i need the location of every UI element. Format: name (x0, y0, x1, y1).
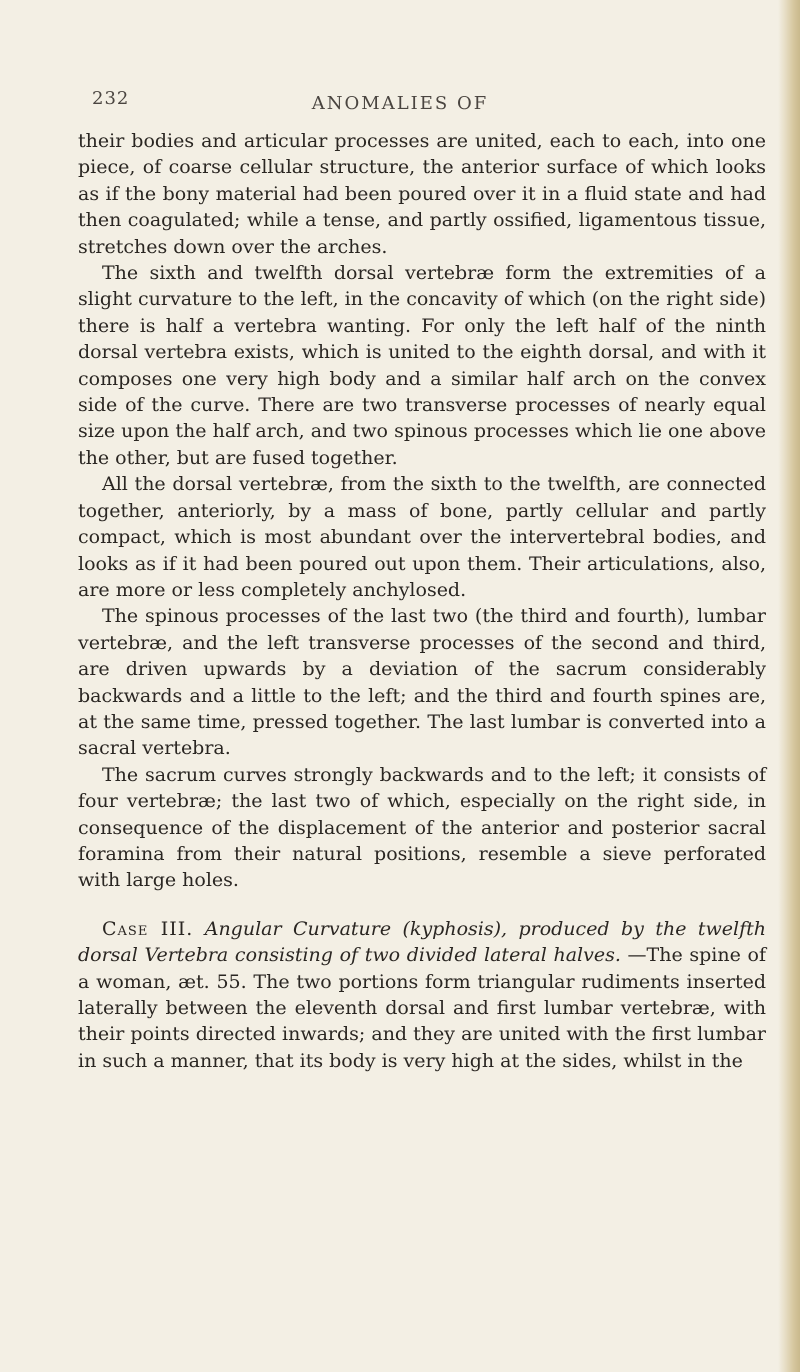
page-edge-shadow (778, 0, 800, 1372)
paragraph-4: The spinous processes of the last two (the third and fourth), lumbar vertebræ, and the left transverse processes of the second and third, are driven upwards by a deviation of the sacrum considerably backwards and a little to the left; and the third and fourth spines are, at the same time, pressed together. The last lumbar is converted into a sacral vertebra. (78, 605, 766, 760)
case-label: Case III. (102, 917, 194, 940)
case-paragraph (78, 916, 766, 1074)
paragraph-2: The sixth and twelfth dorsal vertebræ form the extremities of a slight curvature to the left, in the concavity of which (on the right side) there is half a vertebra wanting. For only the left half of the ninth dorsal vertebra exists, which is united to the eighth dorsal, and with it composes one very high body and a similar half arch on the convex side of the curve. There are two transverse processes of nearly equal size upon the half arch, and two spinous processes which lie one above the other, but are fused together. (78, 262, 766, 469)
paragraph-1: their bodies and articular processes are united, each to each, into one piece, of coarse cellular structure, the anterior surface of which looks as if the bony material had been poured over it in a fluid state and had then coagulated; while a tense, and partly ossified, ligamentous tissue, stretches down over the arches. (78, 130, 766, 258)
paragraph-3: All the dorsal vertebræ, from the sixth to the twelfth, are connected together, anteriorly, by a mass of bone, partly cellular and partly compact, which is most abundant over the intervertebral bodies, and looks as if it had been poured out upon them. Their articulations, also, are more or less completely anchylosed. (78, 473, 766, 601)
running-head: ANOMALIES OF (311, 93, 489, 114)
body-text (78, 128, 766, 1074)
page-number: 232 (92, 88, 130, 109)
paragraph-5: The sacrum curves strongly backwards and to the left; it consists of four vertebræ; the last two of which, especially on the right side, in consequence of the displacement of the anterior and posterior sacral foramina from their natural positions, resemble a sieve perforated with large holes. (78, 763, 766, 892)
case-title: Angular Curvature (kyphosis), produced by the twelfth dorsal Vertebra consisting of two divided lateral halves. (78, 917, 766, 967)
case-body: —The spine of a woman, æt. 55. The two portions form triangular rudiments inserted laterally between the eleventh dorsal and first lumbar vertebræ, with their points directed inwards; and they are united with the first lumbar in such a manner, that its body is very high at the sides, whilst in the (78, 944, 766, 1072)
